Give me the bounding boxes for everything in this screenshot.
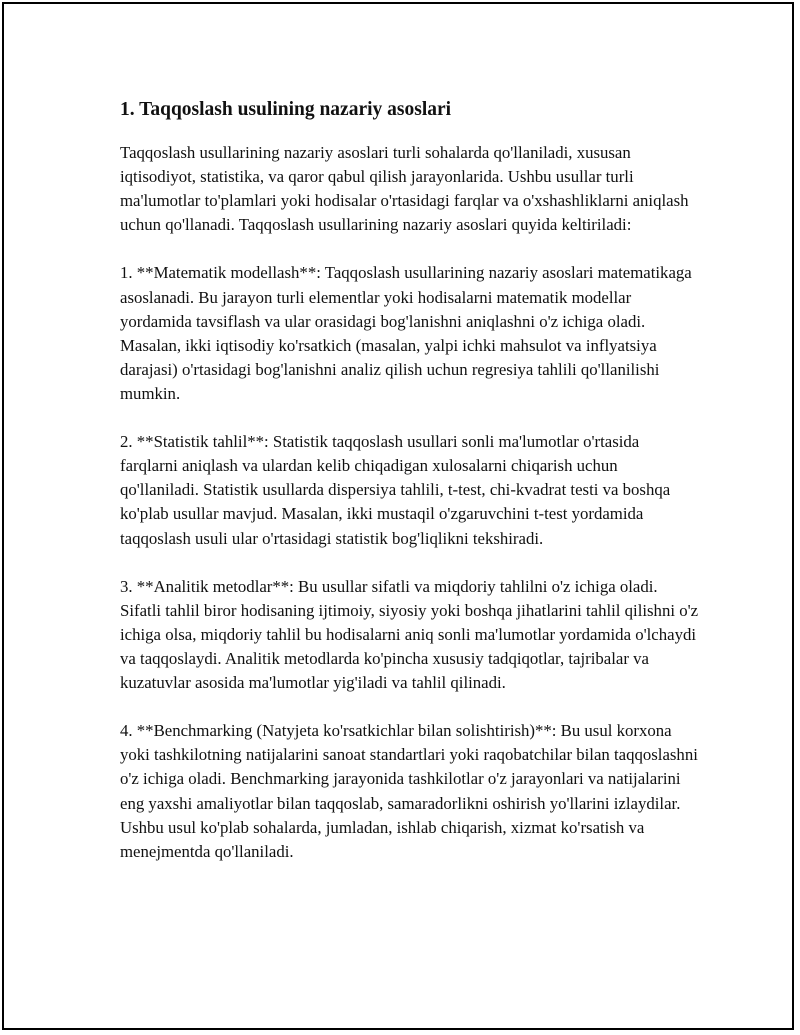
paragraph-analitik-metodlar: 3. **Analitik metodlar**: Bu usullar sifatli va miqdoriy tahlilni o'z ichiga oladi. Sifatli tahlil biror hodisaning ijtimoiy, siyosiy yoki boshqa jihatlarini tahlil qilishni o'z ichiga olsa, miqdoriy tahlil bu hodisalarni aniq sonli ma'lumotlar yordamida o'lchaydi va taqqoslaydi. Analitik metodlarda ko'pincha xususiy tadqiqotlar, tajribalar va kuzatuvlar asosida ma'lumotlar yig'iladi va tahlil qilinadi. xyxy=(120,576,699,693)
intro-paragraph: Taqqoslash usullarining nazariy asoslari turli sohalarda qo'llaniladi, xususan iqtisodiyot, statistika, va qaror qabul qilish jarayonlarida. Ushbu usullar turli ma'lumotlar to'plamlari yoki hodisalar o'rtasidagi farqlar va o'xshashliklarni aniqlash uchun qo'llanadi. Taqqoslash usullarining nazariy asoslari quyida keltiriladi: xyxy=(120,143,689,235)
document-body xyxy=(120,96,700,888)
section-heading: 1. Taqqoslash usulining nazariy asoslari xyxy=(120,99,452,120)
paragraph-matematik-modellash: 1. **Matematik modellash**: Taqqoslash usullarining nazariy asoslari matematikaga asoslanadi. Bu jarayon turli elementlar yoki hodisalarni matematik modellar yordamida tavsiflash va ular orasidagi bog'lanishni aniqlashni o'z ichiga oladi. Masalan, ikki iqtisodiy ko'rsatkich (masalan, yalpi ichki mahsulot va inflyatsiya darajasi) o'rtasidagi bog'lanishni analiz qilish uchun regresiya tahlili qo'llanilishi mumkin. xyxy=(120,263,692,403)
paragraph-benchmarking: 4. **Benchmarking (Natyjeta ko'rsatkichlar bilan solishtirish)**: Bu usul korxona yoki tashkilotning natijalarini sanoat standartlari yoki raqobatchilar bilan taqqoslashni o'z ichiga oladi. Benchmarking jarayonida tashkilotlar o'z jarayonlari va natijalarini eng yaxshi amaliyotlar bilan taqqoslab, samaradorlikni oshirish yo'llarini izlaydilar. Ushbu usul ko'plab sohalarda, jumladan, ishlab chiqarish, xizmat ko'rsatish va menejmentda qo'llaniladi. xyxy=(120,721,698,861)
paragraph-statistik-tahlil: 2. **Statistik tahlil**: Statistik taqqoslash usullari sonli ma'lumotlar o'rtasida farqlarni aniqlash va ulardan kelib chiqadigan xulosalarni chiqarish uchun qo'llaniladi. Statistik usullarda dispersiya tahlili, t-test, chi-kvadrat testi va boshqa ko'plab usullar mavjud. Masalan, ikki mustaqil o'zgaruvchini t-test yordamida taqqoslash usuli ular o'rtasidagi statistik bog'liqlikni tekshiradi. xyxy=(120,432,671,548)
document-page xyxy=(2,2,794,1030)
